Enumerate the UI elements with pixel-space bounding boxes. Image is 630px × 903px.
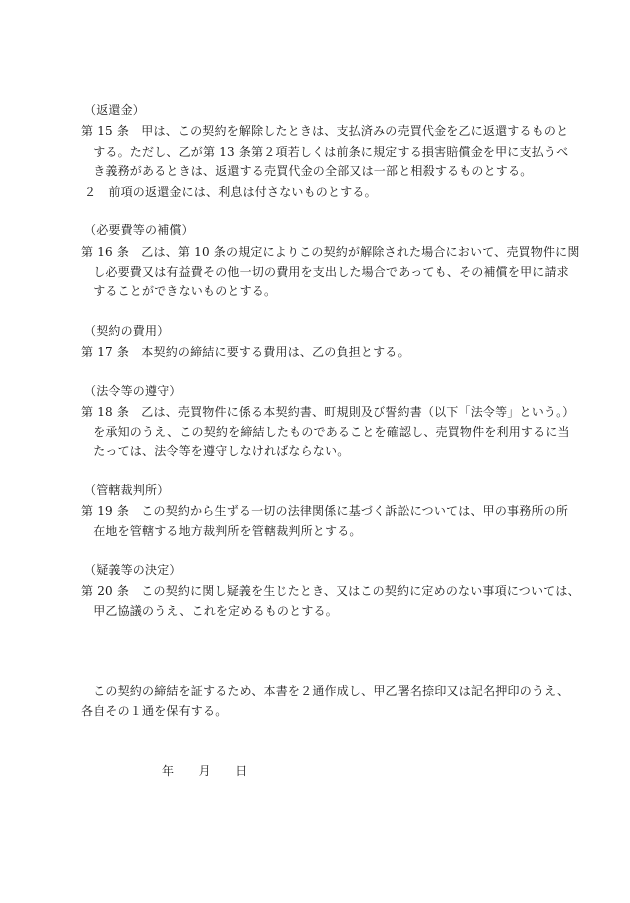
heading-necessary-expenses: （必要費等の補償）: [84, 223, 194, 237]
article-15-line-3: き義務があるときは、返還する売買代金の全部又は一部と相殺するものとする。: [81, 164, 533, 178]
article-15-line-4: ２ 前項の返還金には、利息は付さないものとする。: [84, 185, 377, 199]
heading-jurisdiction: （管轄裁判所）: [84, 483, 170, 497]
heading-compliance: （法令等の遵守）: [84, 384, 182, 398]
article-18-line-2: を承知のうえ、この契約を締結したものであることを確認し、売買物件を利用するに当: [81, 425, 570, 439]
article-17-line-1: 第 17 条 本契約の締結に要する費用は、乙の負担とする。: [81, 345, 410, 359]
closing-line-2: 各自その１通を保有する。: [81, 704, 228, 718]
article-19-line-1: 第 19 条 この契約から生ずる一切の法律関係に基づく訴訟については、甲の事務所の所: [81, 504, 569, 518]
article-16-line-2: し必要費又は有益費その他一切の費用を支出した場合であっても、その補償を甲に請求: [81, 265, 569, 279]
heading-contract-cost: （契約の費用）: [84, 324, 170, 338]
article-19-line-2: 在地を管轄する地方裁判所を管轄裁判所とする。: [81, 524, 362, 538]
closing-line-1: この契約の締結を証するため、本書を２通作成し、甲乙署名捺印又は記名押印のうえ、: [81, 684, 570, 698]
date-line: 年 月 日: [162, 764, 248, 778]
article-20-line-1: 第 20 条 この契約に関し疑義を生じたとき、又はこの契約に定めのない事項については、: [81, 584, 580, 598]
article-15-line-2: する。ただし、乙が第 13 条第２項若しくは前条に規定する損害賠償金を甲に支払うべ: [81, 145, 569, 159]
heading-doubt-resolution: （疑義等の決定）: [84, 563, 182, 577]
article-16-line-1: 第 16 条 乙は、第 10 条の規定によりこの契約が解除された場合において、売買物件に関: [81, 245, 580, 259]
article-15-line-1: 第 15 条 甲は、この契約を解除したときは、支払済みの売買代金を乙に返還するものと: [81, 124, 569, 138]
article-16-line-3: することができないものとする。: [81, 284, 277, 298]
article-18-line-3: たっては、法令等を遵守しなければならない。: [81, 444, 350, 458]
heading-refund: （返還金）: [84, 103, 146, 117]
article-20-line-2: 甲乙協議のうえ、これを定めるものとする。: [81, 604, 338, 618]
article-18-line-1: 第 18 条 乙は、売買物件に係る本契約書、町規則及び誓約書（以下「法令等」という。）: [81, 405, 575, 419]
